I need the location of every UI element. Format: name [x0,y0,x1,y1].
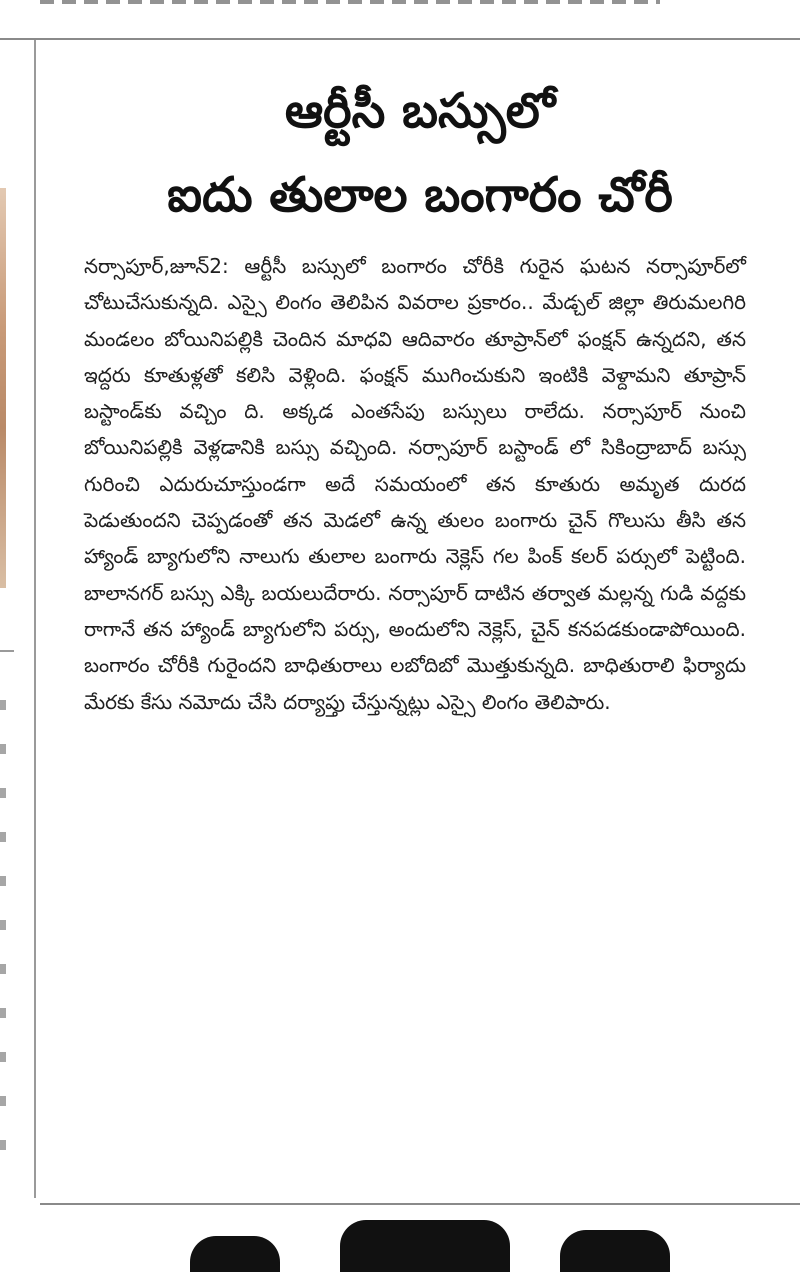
adjacent-column-rule [0,650,14,652]
cropped-headline-glyph [340,1220,510,1272]
column-divider [34,40,36,1198]
cropped-headline-glyph [560,1230,670,1272]
column-top-rule [0,38,800,40]
cropped-headline-glyph [190,1236,280,1272]
article-body: నర్సాపూర్,జూన్2: ఆర్టీసీ బస్సులో బంగారం చోరీకి గురైన ఘటన నర్సాపూర్‌లో చోటుచేసుకున్నది. ఎస్సై లింగం తెలిపిన వివరాల ప్రకారం.. మేడ్చల్ జిల్లా తిరుమలగిరి మండలం బోయినిపల్లికి చెందిన మాధవి ఆదివారం తూప్రాన్‌లో ఫంక్షన్ ఉన్నదని, తన ఇద్దరు కూతుళ్లతో కలిసి వెళ్లింది. ఫంక్షన్ ముగించుకుని ఇంటికి వెళ్దామని తూప్రాన్ బస్టాండ్‌కు వచ్చిం ది. అక్కడ ఎంతసేపు బస్సులు రాలేదు. నర్సాపూర్ నుంచి బోయినిపల్లికి వెళ్లడానికి బస్సు వచ్చింది. నర్సాపూర్ బస్టాండ్ లో సికింద్రాబాద్ బస్సు గురించి ఎదురుచూస్తుండగా అదే సమయంలో తన కూతురు అమృత దురద పెడుతుందని చెప్పడంతో తన మెడలో ఉన్న తులం బంగారు చైన్ గొలుసు తీసి తన హ్యాండ్ బ్యాగులోని నాలుగు తులాల బంగారు నెక్లెస్ గల పింక్ కలర్ పర్సులో పెట్టింది. బాలానగర్ బస్సు ఎక్కి బయలుదేరారు. నర్సాపూర్ దాటిన తర్వాత మల్లన్న గుడి వద్దకు రాగానే తన హ్యాండ్ బ్యాగులోని పర్సు, అందులోని నెక్లెస్, చైన్ కనపడకుండాపోయింది. బంగారం చోరీకి గురైందని బాధితురాలు లబోదిబో మొత్తుకున్నది. బాధితురాలి ఫిర్యాదు మేరకు కేసు నమోదు చేసి దర్యాప్తు చేస్తున్నట్లు ఎస్సై లింగం తెలిపారు. [84,254,746,714]
headline-line-2: ఐదు తులాల బంగారం చోరీ [167,167,673,224]
adjacent-photo-edge [0,188,6,588]
cropped-text-fragment [40,0,660,4]
headline-line-1: ఆర్టీసీ బస్సులో [284,83,556,140]
previous-article-cropped-text [40,0,660,10]
column-bottom-rule [40,1203,800,1205]
adjacent-column-cropped-text [0,700,6,1170]
next-article-cropped-headline [40,1212,800,1272]
article-headline [40,69,800,237]
